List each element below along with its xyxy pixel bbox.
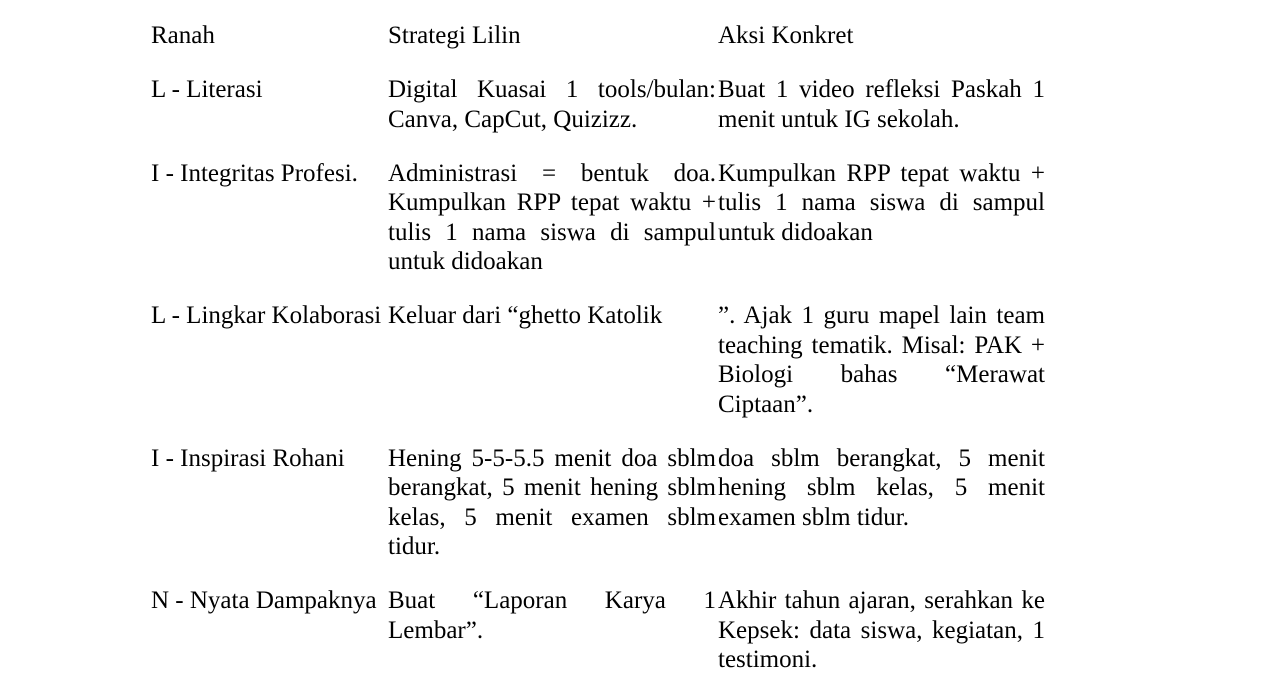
cell-aksi-konkret — [718, 75, 1045, 159]
column-header-strategi-lilin: Strategi Lilin — [388, 22, 521, 49]
text-line: hening sblm kelas, 5 menit — [718, 474, 1045, 501]
text-line: Buat 1 video refleksi Paskah 1 — [718, 76, 1045, 103]
cell-strategi-lilin — [388, 75, 718, 159]
text-line: untuk didoakan — [388, 248, 543, 275]
strategy-table — [151, 21, 1045, 675]
cell-ranah: L - Lingkar Kolaborasi — [151, 302, 382, 329]
text-line: testimoni. — [718, 646, 818, 673]
text-line: teaching tematik. Misal: PAK + — [718, 331, 1045, 359]
text-line: Akhir tahun ajaran, serahkan ke — [718, 587, 1045, 614]
text-line: Keluar dari “ghetto Katolik — [388, 302, 663, 329]
text-line: tulis 1 nama siswa di sampul — [718, 189, 1045, 216]
text-line: Administrasi = bentuk doa. — [388, 159, 716, 187]
text-line: kelas, 5 menit examen sblm — [388, 503, 716, 531]
text-line: doa sblm berangkat, 5 menit — [718, 444, 1045, 472]
table-header-row — [151, 21, 1045, 75]
text-line: Kumpulkan RPP tepat waktu + — [388, 189, 716, 216]
text-line: Buat “Laporan Karya 1 — [388, 587, 716, 614]
cell-strategi-lilin — [388, 301, 718, 444]
table-row — [151, 159, 1045, 302]
table-row — [151, 586, 1045, 675]
cell-aksi-konkret — [718, 586, 1045, 675]
table-row — [151, 444, 1045, 587]
text-line: untuk didoakan — [718, 218, 873, 246]
text-line: menit untuk IG sekolah. — [718, 105, 960, 133]
text-line: Biologi bahas “Merawat — [718, 361, 1045, 388]
text-line: Kumpulkan RPP tepat waktu + — [718, 159, 1045, 187]
text-line: Canva, CapCut, Quizizz. — [388, 105, 638, 133]
text-line: Digital Kuasai 1 tools/bulan: — [388, 76, 716, 103]
table-row — [151, 301, 1045, 444]
cell-aksi-konkret — [718, 444, 1045, 587]
cell-strategi-lilin — [388, 159, 718, 302]
text-line: Hening 5-5-5.5 menit doa sblm — [388, 444, 716, 472]
cell-aksi-konkret — [718, 159, 1045, 302]
cell-ranah: I - Integritas Profesi. — [151, 159, 358, 187]
text-line: berangkat, 5 menit hening sblm — [388, 474, 716, 501]
text-line: Kepsek: data siswa, kegiatan, 1 — [718, 616, 1045, 644]
cell-strategi-lilin — [388, 586, 718, 675]
cell-ranah: I - Inspirasi Rohani — [151, 444, 345, 472]
column-header-aksi-konkret: Aksi Konkret — [718, 22, 854, 49]
cell-ranah: L - Literasi — [151, 76, 263, 103]
text-line: tulis 1 nama siswa di sampul — [388, 218, 716, 246]
cell-aksi-konkret — [718, 301, 1045, 444]
text-line: tidur. — [388, 533, 441, 560]
text-line: examen sblm tidur. — [718, 503, 909, 531]
cell-strategi-lilin — [388, 444, 718, 587]
table-row — [151, 75, 1045, 159]
text-line: Ciptaan”. — [718, 390, 814, 418]
text-line: ”. Ajak 1 guru mapel lain team — [718, 302, 1045, 329]
cell-ranah: N - Nyata Dampaknya — [151, 587, 377, 614]
column-header-ranah: Ranah — [151, 22, 215, 49]
text-line: Lembar”. — [388, 616, 484, 644]
